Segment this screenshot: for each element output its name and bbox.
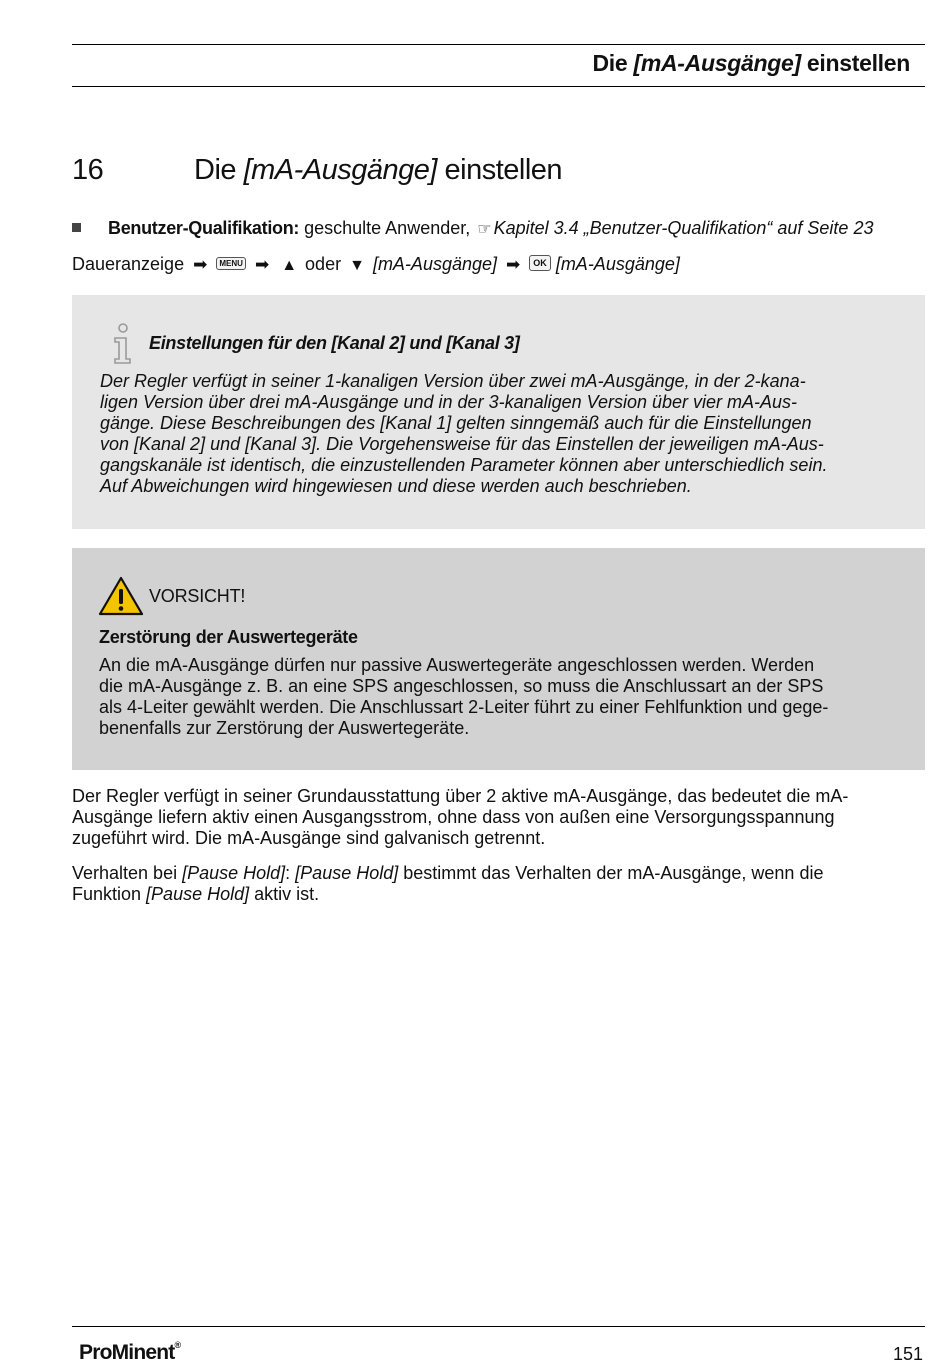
caution-box [72, 548, 925, 770]
chapter-title: Die [mA-Ausgänge] einstellen [194, 154, 563, 186]
ok-key-icon: OK [529, 255, 551, 271]
qualification-reference-link[interactable]: Kapitel 3.4 „Benutzer-Qualifikation“ auf Seite 23 [493, 218, 874, 238]
nav-item-ma-outputs: [mA-Ausgänge] [372, 254, 498, 274]
navigation-path [72, 254, 680, 275]
reference-pointer-icon: ☞ [477, 221, 492, 238]
caution-text: An die mA-Ausgänge dürfen nur passive Auswertegeräte angeschlossen werden. Werden die mA-Ausgänge z. B. an eine SPS angeschlossen, so muss die Anschlussart an der SPS als 4-Leiter gewählt werden. Die Anschlussart 2-Leiter führt zu einer Fehlfunktion und gege- benenfalls zur Zerstörung der Auswertegeräte. [99, 655, 829, 738]
caution-heading: Zerstörung der Auswertegeräte [99, 627, 358, 647]
body-paragraph-2: Verhalten bei [Pause Hold]: [Pause Hold] bestimmt das Verhalten der mA-Ausgänge, wenn die Funktion [Pause Hold] aktiv ist. [72, 863, 824, 904]
info-text: Der Regler verfügt in seiner 1-kanaligen Version über zwei mA-Ausgänge, in der 2-kana- ligen Version über drei mA-Ausgänge und in der 3-kanaligen Version über vier mA-Aus- gänge. Diese Beschreibungen des [Kanal 1] gelten sinngemäß auch für die Einstellungen von [Kanal 2] und [Kanal 3]. Die Vorgehensweise für das Einstellen der jeweiligen mA-Aus- gangskanäle ist identisch, die einzustellenden Parameter können aber unterschiedlich sein. Auf Abweichungen wird hingewiesen und diese werden auch beschrieben. [100, 371, 828, 496]
caution-signal-word: VORSICHT! [149, 586, 246, 606]
warning-icon [98, 576, 144, 616]
menu-key-icon: MENU [216, 257, 246, 270]
info-box [72, 295, 925, 529]
nav-or: oder [300, 254, 347, 274]
arrow-right-icon: ➡ [506, 255, 521, 274]
bullet-square-icon [72, 223, 81, 232]
nav-start: Daueranzeige [72, 254, 185, 274]
running-title: Die [mA-Ausgänge] einstellen [592, 50, 910, 76]
up-key-icon: ▲ [281, 257, 298, 274]
qualification-value: geschulte Anwender, [299, 218, 476, 238]
down-key-icon: ▼ [349, 257, 365, 274]
user-qualification [72, 218, 873, 239]
chapter-heading [72, 154, 562, 187]
chapter-number: 16 [72, 154, 104, 186]
arrow-right-icon: ➡ [193, 255, 208, 274]
page-number: 151 [892, 1344, 923, 1364]
nav-item-ma-outputs-target: [mA-Ausgänge] [555, 254, 680, 274]
arrow-right-icon: ➡ [254, 255, 270, 274]
header-top-rule [72, 44, 925, 45]
footer-rule [72, 1326, 925, 1327]
body-paragraph-1: Der Regler verfügt in seiner Grundausstattung über 2 aktive mA-Ausgänge, das bedeutet die mA- Ausgänge liefern aktiv einen Ausgangsstrom, ohne dass von außen eine Versorgungsspannung zugeführt wird. Die mA-Ausgänge sind galvanisch getrennt. [72, 786, 849, 848]
header-bottom-rule [72, 86, 925, 87]
qualification-label: Benutzer-Qualifikation: [108, 218, 300, 238]
info-icon [110, 323, 134, 365]
info-heading: Einstellungen für den [Kanal 2] und [Kanal 3] [149, 333, 520, 353]
prominent-logo: ProMinent® [79, 1340, 181, 1364]
